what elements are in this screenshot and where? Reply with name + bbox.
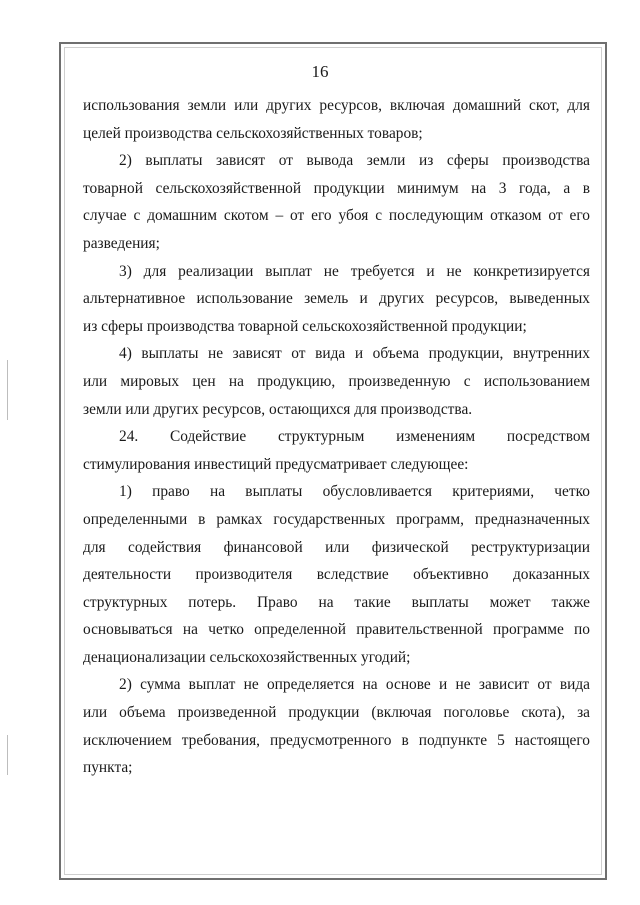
text-line: 4) выплаты не зависят от вида и объема продукции, внутренних xyxy=(119,345,590,363)
text-line: товарной сельскохозяйственной продукции минимум на 3 года, а в xyxy=(83,179,590,197)
document-body xyxy=(83,92,590,782)
scan-edge-mark xyxy=(7,360,8,420)
text-line: пункта; xyxy=(83,759,133,777)
text-line: целей производства сельскохозяйственных товаров; xyxy=(83,124,423,142)
text-line: определенными в рамках государственных программ, предназначенных xyxy=(83,510,590,528)
page-number: 16 xyxy=(311,62,329,81)
text-line: или объема произведенной продукции (включая поголовье скота), за xyxy=(83,704,590,722)
text-line: земли или других ресурсов, остающихся для производства. xyxy=(83,400,473,418)
text-line: 24. Содействие структурным изменениям посредством xyxy=(119,428,590,446)
scan-edge-mark xyxy=(7,735,8,775)
text-line: 2) выплаты зависят от вывода земли из сферы производства xyxy=(119,152,590,170)
text-line: 3) для реализации выплат не требуется и не конкретизируется xyxy=(119,262,590,280)
text-line: основываться на четко определенной правительственной программе по xyxy=(83,621,590,639)
text-line: или мировых цен на продукцию, произведенную с использованием xyxy=(83,372,590,390)
text-line: из сферы производства товарной сельскохозяйственной продукции; xyxy=(83,317,527,335)
text-line: разведения; xyxy=(83,234,160,252)
text-line: стимулирования инвестиций предусматривает следующее: xyxy=(83,455,469,473)
text-line: деятельности производителя вследствие объективно доказанных xyxy=(83,566,590,584)
text-line: структурных потерь. Право на такие выплаты может также xyxy=(83,593,590,611)
text-line: альтернативное использование земель и других ресурсов, выведенных xyxy=(83,290,590,308)
text-line: денационализации сельскохозяйственных угодий; xyxy=(83,648,411,666)
text-line: 2) сумма выплат не определяется на основе и не зависит от вида xyxy=(119,676,590,694)
text-line: использования земли или других ресурсов, включая домашний скот, для xyxy=(83,97,590,114)
text-line: для содействия финансовой или физической реструктуризации xyxy=(83,538,590,556)
text-line: 1) право на выплаты обусловливается критериями, четко xyxy=(119,483,590,501)
text-line: исключением требования, предусмотренного в подпункте 5 настоящего xyxy=(83,731,590,749)
text-line: случае с домашним скотом – от его убоя с последующим отказом от его xyxy=(83,207,590,225)
